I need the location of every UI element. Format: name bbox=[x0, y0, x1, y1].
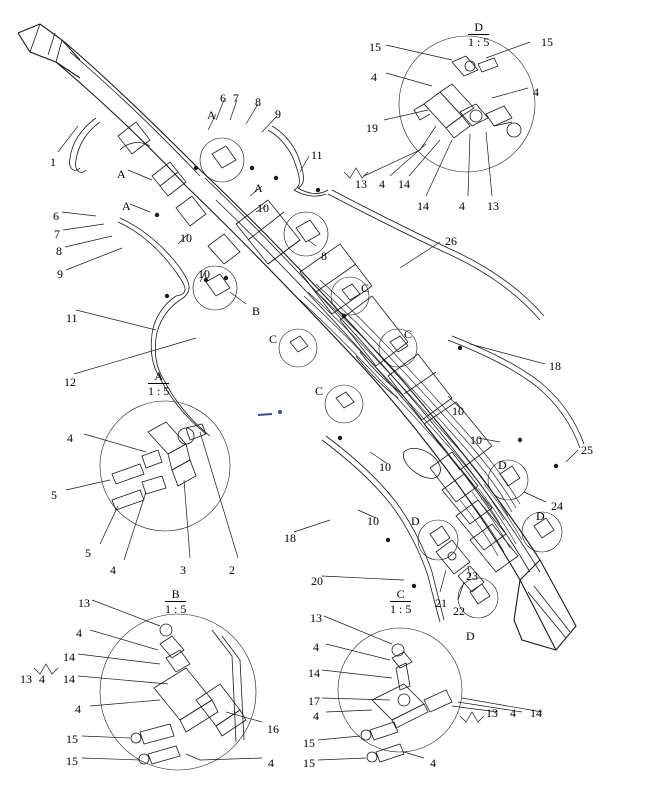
callout-label: 4 bbox=[313, 640, 319, 654]
callout-label: 4 bbox=[39, 672, 45, 686]
callout-label: 7 bbox=[54, 227, 60, 241]
callout-label: 20 bbox=[311, 574, 323, 588]
detail-title-c bbox=[390, 588, 411, 615]
callout-label: 10 bbox=[470, 433, 482, 447]
callout-label: 4 bbox=[75, 702, 81, 716]
callout-label: 18 bbox=[549, 359, 561, 373]
callout-label: 14 bbox=[63, 650, 75, 664]
callout-label: 17 bbox=[308, 694, 320, 708]
detail-scale-a: 1 : 5 bbox=[148, 384, 170, 398]
callout-label: A bbox=[254, 181, 263, 195]
callout-label: 10 bbox=[452, 404, 464, 418]
callout-label: 4 bbox=[268, 756, 274, 770]
callout-label: 15 bbox=[66, 754, 78, 768]
callout-label: B bbox=[252, 304, 261, 318]
callout-label: 15 bbox=[303, 756, 315, 770]
callout-label: 12 bbox=[64, 375, 76, 389]
callout-label: 9 bbox=[275, 107, 281, 121]
callout-label: 6 bbox=[220, 91, 226, 105]
callout-label: 24 bbox=[551, 499, 563, 513]
callout-label: 13 bbox=[78, 596, 90, 610]
callout-label: 4 bbox=[313, 709, 319, 723]
callout-label: 14 bbox=[308, 666, 320, 680]
callout-label: C bbox=[361, 281, 370, 295]
detail-scale-d: 1 : 5 bbox=[468, 35, 490, 49]
callout-label: 10 bbox=[257, 201, 269, 215]
callout-label: 4 bbox=[76, 626, 82, 640]
callout-label: 13 bbox=[20, 672, 32, 686]
callout-label: A bbox=[117, 167, 126, 181]
callout-label: 4 bbox=[510, 706, 516, 720]
callout-label: 13 bbox=[486, 706, 498, 720]
callout-label: C bbox=[315, 384, 324, 398]
callout-label: 15 bbox=[541, 35, 553, 49]
callout-label: 10 bbox=[180, 231, 192, 245]
callout-label: 23 bbox=[466, 569, 478, 583]
callout-label: 25 bbox=[581, 443, 593, 457]
detail-bubbles bbox=[193, 138, 562, 618]
callout-label: 4 bbox=[459, 199, 465, 213]
callout-label: 15 bbox=[303, 736, 315, 750]
callout-label: 13 bbox=[355, 177, 367, 191]
detail-scale-c: 1 : 5 bbox=[390, 602, 412, 616]
callout-label: 11 bbox=[311, 148, 323, 162]
callout-label: D bbox=[466, 629, 475, 643]
callout-label: 10 bbox=[198, 267, 210, 281]
callout-label: 21 bbox=[435, 596, 447, 610]
callout-label: 14 bbox=[63, 672, 75, 686]
callout-label: 13 bbox=[487, 199, 499, 213]
callout-label: 14 bbox=[530, 706, 542, 720]
detail-letter-d: D bbox=[468, 21, 489, 35]
callout-label: D bbox=[411, 514, 420, 528]
callout-label: 4 bbox=[67, 431, 73, 445]
callout-label: 22 bbox=[453, 604, 465, 618]
callout-label: 13 bbox=[310, 611, 322, 625]
detail-letter-a: A bbox=[148, 370, 169, 384]
callout-label: 14 bbox=[398, 177, 410, 191]
callout-label: 14 bbox=[417, 199, 429, 213]
callout-label: 1 bbox=[50, 155, 56, 169]
callout-label: 5 bbox=[85, 546, 91, 560]
callout-label: 4 bbox=[110, 563, 116, 577]
callout-label: D bbox=[498, 458, 507, 472]
callout-label: 3 bbox=[180, 563, 186, 577]
callout-label: 9 bbox=[57, 267, 63, 281]
callout-label: 7 bbox=[233, 91, 239, 105]
detail-title-d bbox=[468, 21, 489, 48]
callout-label: 2 bbox=[229, 563, 235, 577]
callout-label: C bbox=[269, 332, 278, 346]
callout-label: 10 bbox=[367, 514, 379, 528]
callout-label: 11 bbox=[66, 311, 78, 325]
callout-label: 6 bbox=[53, 209, 59, 223]
callout-label: 15 bbox=[66, 732, 78, 746]
detail-letter-c: C bbox=[390, 588, 411, 602]
callout-label: A bbox=[207, 108, 216, 122]
detail-title-a bbox=[148, 370, 169, 397]
callout-label: 5 bbox=[51, 488, 57, 502]
callout-label: D bbox=[536, 509, 545, 523]
detail-letter-b: B bbox=[165, 588, 186, 602]
callout-label: 10 bbox=[379, 460, 391, 474]
callout-label: C bbox=[404, 327, 413, 341]
callout-label: 26 bbox=[445, 234, 457, 248]
callout-label: 8 bbox=[56, 244, 62, 258]
detail-view-c bbox=[318, 616, 542, 762]
callout-label: 19 bbox=[366, 121, 378, 135]
callout-label: 4 bbox=[379, 177, 385, 191]
callout-label: 15 bbox=[369, 40, 381, 54]
detail-scale-b: 1 : 5 bbox=[165, 602, 187, 616]
callout-label: A bbox=[122, 199, 131, 213]
detail-view-d bbox=[344, 36, 535, 470]
callout-label: 8 bbox=[255, 95, 261, 109]
callout-label: 4 bbox=[533, 85, 539, 99]
callout-label: 8 bbox=[321, 249, 327, 263]
callout-label: 16 bbox=[267, 722, 279, 736]
callout-label: 4 bbox=[371, 70, 377, 84]
detail-title-b bbox=[165, 588, 186, 615]
callout-label: 4 bbox=[430, 756, 436, 770]
callout-label: 18 bbox=[284, 531, 296, 545]
